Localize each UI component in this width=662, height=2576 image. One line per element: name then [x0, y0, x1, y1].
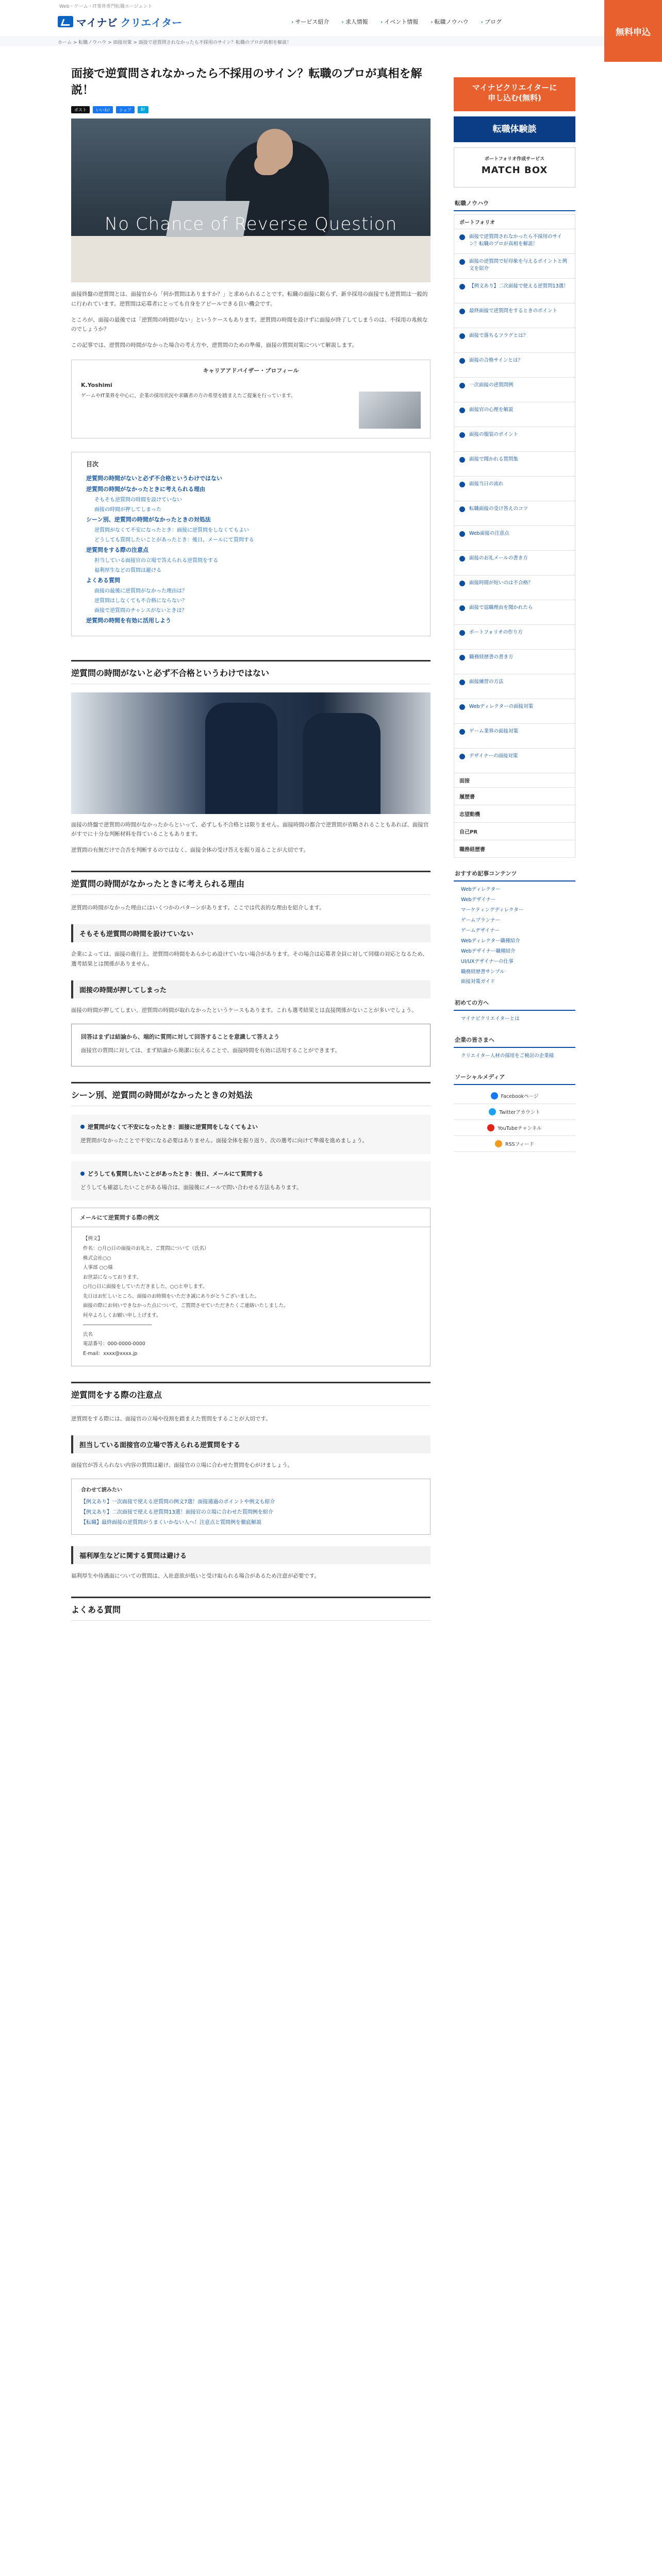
mail-line: 氏名 — [83, 1331, 93, 1337]
nav-item-service[interactable]: › サービス紹介 — [291, 19, 329, 25]
scene-title: どうしても質問したいことがあったとき：後日、メールにて質問する — [88, 1170, 263, 1177]
tip-box-text: 面接官の質問に対しては、まず結論から簡潔に伝えることで、面接時間を有効に活用することができます。 — [81, 1047, 340, 1054]
page-title: 面接で逆質問されなかったら不採用のサイン？転職のプロが真相を解説！ — [71, 67, 422, 97]
rss-icon — [495, 1140, 502, 1147]
section-paragraph: 福利厚生や待遇面についての質問は、入社意欲が低いと受け取られる場合があるため注意が必要です。 — [71, 1572, 320, 1579]
article-bullet-icon — [459, 630, 465, 636]
related-link[interactable]: 【転職】最終面接の逆質問がうまくいかない人へ！注意点と質問例を徹底解説 — [81, 1519, 261, 1526]
toc-item[interactable]: よくある質問 — [86, 577, 120, 584]
matchbox-subtitle: ポートフォリオ作成サービス — [484, 157, 545, 162]
section-paragraph: 企業によっては、面接の進行上、逆質問の時間をあらかじめ設けていない場合があります。その場合は応募者全員に対して同様の対応となるため、選考結果とは関係がありません。 — [71, 951, 428, 968]
article-bullet-icon — [459, 655, 465, 660]
toc-subitem[interactable]: 福利厚生などの質問は避ける — [94, 567, 161, 573]
mail-line: 電話番号：000-0000-0000 — [83, 1341, 145, 1347]
toc-subitem[interactable]: 逆質問はしなくても不合格にならない？ — [94, 598, 187, 604]
sidebar-article[interactable]: 面接の合格サインとは？ — [454, 353, 575, 378]
intro-paragraph: 面接終盤の逆質問とは、面接官から「何か質問はありますか？」と求められることです。転職の面接に限らず、新卒採用の面接でも逆質問は一般的に行われています。逆質問は応募者にとっても自身をアピールできる良い機会です。 — [71, 291, 428, 307]
breadcrumb-text: ホーム > 転職ノウハウ > 面接対策 > 面接で逆質問されなかったら不採用のサイン？転職のプロが真相を解説！ — [58, 40, 292, 45]
toc-subitem[interactable]: 担当している面接官の立場で答えられる逆質問をする — [94, 557, 218, 564]
article-bullet-icon — [459, 506, 465, 512]
facebook-link[interactable]: Facebookページ — [454, 1088, 575, 1104]
first-link[interactable]: マイナビクリエイターとは — [461, 1016, 520, 1022]
subsection-heading: 福利厚生などに関する質問は避ける — [71, 1546, 431, 1564]
related-articles — [71, 1479, 431, 1535]
mail-line: 人事部 ○○様 — [83, 1265, 113, 1271]
related-link[interactable]: 【例文あり】一次面接で使える逆質問の例文7選！面接通過のポイントや例文も紹介 — [81, 1499, 275, 1505]
site-header — [0, 10, 662, 37]
bullet-icon — [80, 1172, 85, 1176]
sidebar-category[interactable]: 職務経歴書 — [454, 840, 575, 858]
sidebar-article[interactable]: 面接時間が短いのは不合格？ — [454, 575, 575, 600]
article-bullet-icon — [459, 482, 465, 487]
sidebar-apply-banner[interactable]: マイナビクリエイターに 申し込む(無料) — [454, 77, 575, 111]
mail-line: ―――――――――――――― — [83, 1322, 152, 1328]
subsection-heading: そもそも逆質問の時間を設けていない — [71, 924, 431, 942]
advisor-photo — [359, 392, 421, 429]
toc-subitem[interactable]: 面接の時間が押してしまった — [94, 507, 161, 513]
youtube-icon — [487, 1124, 494, 1131]
hero-image — [71, 118, 431, 282]
section-heading: よくある質問 — [71, 1597, 431, 1621]
sidebar-article[interactable]: 面接で落ちるフラグとは？ — [454, 328, 575, 353]
section-heading: 逆質問の時間がないと必ず不合格というわけではない — [71, 660, 431, 684]
sidebar-article[interactable]: 職務経歴書の書き方 — [454, 650, 575, 674]
mail-line: ○月○日に面接をしていただきました、○○と申します。 — [83, 1284, 208, 1290]
article-bullet-icon — [459, 309, 465, 314]
sidebar-stories-banner[interactable]: 転職体験談 — [454, 116, 575, 142]
mail-example-heading: メールにて逆質問する際の例文 — [72, 1208, 430, 1227]
subsection-heading: 担当している面接官の立場で答えられる逆質問をする — [71, 1435, 431, 1453]
advisor-profile — [71, 360, 431, 438]
intro-paragraph: この記事では、逆質問の時間がなかった場合の考え方や、逆質問のための準備、面接の質問対策について解説します。 — [71, 342, 358, 349]
mail-example — [71, 1208, 431, 1366]
article-bullet-icon — [459, 358, 465, 364]
article-bullet-icon — [459, 581, 465, 586]
article-bullet-icon — [459, 680, 465, 685]
global-nav — [291, 18, 502, 26]
sidebar — [454, 77, 575, 1152]
article-bullet-icon — [459, 234, 465, 240]
sidebar-article[interactable]: 面接で逆質問されなかったら不採用のサイン？転職のプロが真相を解説！ — [454, 229, 575, 254]
profile-name: K.Yoshimi — [81, 382, 112, 389]
hero-caption: No Chance of Reverse Question — [104, 213, 398, 234]
mail-example-body — [72, 1227, 430, 1366]
rec-link[interactable]: Webデザイナー — [461, 896, 496, 903]
article-bullet-icon — [459, 457, 465, 463]
facebook-icon — [491, 1092, 498, 1099]
toc-subitem[interactable]: どうしても質問したいことがあったとき：後日、メールにて質問する — [94, 537, 254, 543]
section-image — [71, 692, 431, 814]
scene-text: 逆質問がなかったことで不安になる必要はありません。面接全体を振り返り、次の選考に向けて準備を進めましょう。 — [80, 1137, 368, 1144]
sidebar-article[interactable]: 面接で聞かれる質問集 — [454, 452, 575, 477]
article-bullet-icon — [459, 432, 465, 438]
mail-line: 何卒よろしくお願い申し上げます。 — [83, 1312, 161, 1318]
mail-line: 【例文】 — [83, 1236, 103, 1242]
sidebar-article[interactable]: 一次面接の逆質問例 — [454, 378, 575, 402]
sidebar-article[interactable]: Webディレクターの面接対策 — [454, 699, 575, 724]
section-paragraph: 面接の終盤で逆質問の時間がなかったからといって、必ずしも不合格とは限りません。面接時間の都合で逆質問が省略されることもあれば、面接官がすでに十分な判断材料を得ていることもあります。 — [71, 821, 429, 838]
apply-cta-button[interactable]: 無料申込 — [604, 0, 662, 62]
rec-link[interactable]: ゲームプランナー — [461, 917, 501, 923]
section-paragraph: 面接官が答えられない内容の質問は避け、面接官の立場に合わせた質問を心がけましょう。 — [71, 1462, 293, 1469]
section-paragraph: 逆質問をする際には、面接官の立場や役割を踏まえた質問をすることが大切です。 — [71, 1416, 271, 1422]
rec-link[interactable]: 面接対策ガイド — [461, 979, 495, 985]
scene-box — [71, 1161, 431, 1201]
sidebar-article[interactable]: 面接で退職理由を聞かれたら — [454, 600, 575, 625]
toc-item[interactable]: シーン別、逆質問の時間がなかったときの対処法 — [86, 516, 211, 523]
mail-line: 先日はお忙しいところ、面接のお時間をいただき誠にありがとうございました。 — [83, 1293, 260, 1299]
sidebar-article[interactable]: 面接の逆質問で好印象を与えるポイントと例文を紹介 — [454, 254, 575, 279]
sidebar-article[interactable]: 転職面接の受け答えのコツ — [454, 501, 575, 526]
breadcrumb — [0, 37, 662, 46]
sidebar-article[interactable]: 【例文あり】二次面接で使える逆質問13選！ — [454, 279, 575, 303]
corp-link[interactable]: クリエイター人材の採用をご検討の企業様 — [461, 1053, 554, 1059]
sidebar-article[interactable]: デザイナーの面接対策 — [454, 749, 575, 773]
toc-heading: 目次 — [86, 461, 99, 468]
sidebar-knowhow-list — [454, 214, 575, 858]
mail-line: 株式会社○○ — [83, 1255, 111, 1261]
sidebar-category[interactable]: 志望動機 — [454, 805, 575, 823]
article-bullet-icon — [459, 729, 465, 735]
matchbox-logo: MATCH BOX — [481, 165, 548, 176]
toc-subitem[interactable]: 面接の最後に逆質問がなかった理由は？ — [94, 588, 187, 594]
sidebar-section-title: おすすめ記事コンテンツ — [454, 866, 575, 882]
article-main — [71, 66, 431, 1629]
nav-item-events[interactable]: › イベント情報 — [380, 19, 419, 25]
sidebar-article[interactable]: ゲーム業界の面接対策 — [454, 724, 575, 749]
rec-link[interactable]: マーケティングディレクター — [461, 907, 524, 913]
logo-mark-icon — [58, 16, 73, 27]
top-strip-text: Web・ゲーム・IT業界専門転職エージェント — [59, 4, 153, 9]
youtube-link[interactable]: YouTubeチャンネル — [454, 1120, 575, 1136]
section-heading: 逆質問の時間がなかったときに考えられる理由 — [71, 871, 431, 895]
toc-subitem[interactable]: 逆質問がなくて不安になったとき：面接に逆質問をしなくてもよい — [94, 527, 249, 533]
twitter-icon — [489, 1108, 496, 1115]
site-logo[interactable] — [58, 10, 182, 33]
twitter-link[interactable]: Twitterアカウント — [454, 1104, 575, 1120]
rss-link[interactable]: RSSフィード — [454, 1136, 575, 1152]
nav-item-jobs[interactable]: › 求人情報 — [341, 19, 368, 25]
related-link[interactable]: 【例文あり】二次面接で使える逆質問13選！面接官の立場に合わせた質問例を紹介 — [81, 1509, 273, 1515]
section-paragraph: 面接の時間が押してしまい、逆質問の時間が取れなかったというケースもあります。これも選考結果とは直接関係がないことが多いでしょう。 — [71, 1007, 417, 1013]
top-strip — [0, 0, 662, 10]
article-bullet-icon — [459, 754, 465, 759]
article-bullet-icon — [459, 383, 465, 388]
share-x-button[interactable]: ポスト — [71, 106, 90, 113]
toc-subitem[interactable]: 面接で逆質問のチャンスがないときは？ — [94, 607, 187, 614]
mail-line: お世話になっております。 — [83, 1274, 142, 1280]
tip-box — [71, 1024, 431, 1066]
sidebar-section-title: 初めての方へ — [454, 995, 575, 1011]
sidebar-section-title: 企業の皆さまへ — [454, 1032, 575, 1048]
toc-item[interactable]: 逆質問の時間を有効に活用しよう — [86, 617, 171, 624]
bullet-icon — [80, 1125, 85, 1129]
rec-link[interactable]: UI/UXデザイナーの仕事 — [461, 958, 514, 964]
intro-paragraph: ところが、面接の最後では「逆質問の時間がない」というケースもあります。逆質問の時間を設けずに面接が終了してしまうのは、不採用の兆候なのでしょうか？ — [71, 316, 428, 333]
mail-line: 面接の際にお伺いできなかった点について、ご質問させていただきたくご連絡いたしました。 — [83, 1303, 289, 1309]
article-bullet-icon — [459, 556, 465, 562]
sidebar-group-head[interactable]: 面接 — [454, 773, 575, 788]
rec-link[interactable]: ゲームデザイナー — [461, 927, 500, 934]
article-bullet-icon — [459, 259, 465, 265]
scene-title: 逆質問がなくて不安になったとき：面接に逆質問をしなくてもよい — [88, 1123, 258, 1130]
section-heading: 逆質問をする際の注意点 — [71, 1382, 431, 1406]
article-bullet-icon — [459, 704, 465, 710]
scene-text: どうしても確認したいことがある場合は、面接後にメールで問い合わせる方法もあります。 — [80, 1184, 302, 1191]
article-bullet-icon — [459, 531, 465, 537]
table-of-contents — [71, 452, 431, 636]
toc-subitem[interactable]: そもそも逆質問の時間を設けていない — [94, 497, 182, 503]
subsection-heading: 面接の時間が押してしまった — [71, 980, 431, 998]
sidebar-article[interactable]: 面接当日の流れ — [454, 477, 575, 501]
section-heading: シーン別、逆質問の時間がなかったときの対処法 — [71, 1082, 431, 1106]
share-buttons — [71, 106, 431, 113]
sidebar-article[interactable]: 面接練習の方法 — [454, 674, 575, 699]
sidebar-section-title: ソーシャルメディア — [454, 1070, 575, 1085]
profile-heading: キャリアアドバイザー・プロフィール — [203, 367, 299, 375]
related-heading: 合わせて読みたい — [81, 1487, 122, 1493]
sidebar-matchbox-banner[interactable] — [454, 147, 575, 188]
toc-item[interactable]: 逆質問の時間がないと必ず不合格というわけではない — [86, 475, 222, 482]
rec-link[interactable]: 職務経歴書サンプル — [461, 969, 505, 975]
share-facebook-button[interactable]: いいね! — [93, 106, 113, 113]
logo-brand: マイナビ — [76, 16, 118, 29]
tip-box-title: 回答はまずは結論から、端的に質問に対して回答することを意識して答えよう — [81, 1033, 279, 1040]
sidebar-section-title: 転職ノウハウ — [454, 196, 575, 211]
share-hatena-button[interactable]: B! — [138, 106, 148, 113]
sidebar-article[interactable]: 面接の服装のポイント — [454, 427, 575, 452]
sidebar-category[interactable]: 履歴書 — [454, 788, 575, 805]
sidebar-article[interactable]: Web面接の注意点 — [454, 526, 575, 551]
nav-item-knowhow[interactable]: › 転職ノウハウ — [431, 19, 469, 25]
mail-line: 件名：○月○日の面接のお礼と、ご質問について（氏名） — [83, 1246, 209, 1251]
section-paragraph: 逆質問の有無だけで合否を判断するのではなく、面接全体の受け答えを振り返ることが大切です。 — [71, 847, 309, 854]
profile-text: ゲームやIT業界を中心に、企業の採用状況や求職者の方の希望を踏まえたご提案を行っています。 — [81, 393, 296, 399]
article-bullet-icon — [459, 333, 465, 339]
section-paragraph: 逆質問の時間がなかった理由にはいくつかのパターンがあります。ここでは代表的な理由を紹介します。 — [71, 905, 325, 911]
scene-box — [71, 1114, 431, 1154]
sidebar-group-head[interactable]: ポートフォリオ — [454, 215, 575, 229]
nav-item-blog[interactable]: › ブログ — [481, 19, 502, 25]
toc-item[interactable]: 逆質問をする際の注意点 — [86, 546, 148, 553]
sidebar-category[interactable]: 自己PR — [454, 823, 575, 840]
rec-link[interactable]: Webディレクター職種紹介 — [461, 938, 520, 944]
article-bullet-icon — [459, 605, 465, 611]
rec-link[interactable]: Webディレクター — [461, 887, 501, 892]
article-bullet-icon — [459, 284, 465, 290]
article-bullet-icon — [459, 408, 465, 413]
mail-line: E-mail：xxxx@xxxx.jp — [83, 1350, 138, 1357]
share-facebook-share-button[interactable]: シェア — [116, 106, 135, 113]
logo-sub: クリエイター — [120, 16, 183, 29]
sidebar-article[interactable]: ポートフォリオの作り方 — [454, 625, 575, 650]
sidebar-article[interactable]: 最終面接で逆質問をするときのポイント — [454, 303, 575, 328]
toc-item[interactable]: 逆質問の時間がなかったときに考えられる理由 — [86, 486, 205, 493]
rec-link[interactable]: Webデザイナー職種紹介 — [461, 948, 516, 954]
sidebar-article[interactable]: 面接官の心理を解説 — [454, 402, 575, 427]
sidebar-article[interactable]: 面接のお礼メールの書き方 — [454, 551, 575, 575]
